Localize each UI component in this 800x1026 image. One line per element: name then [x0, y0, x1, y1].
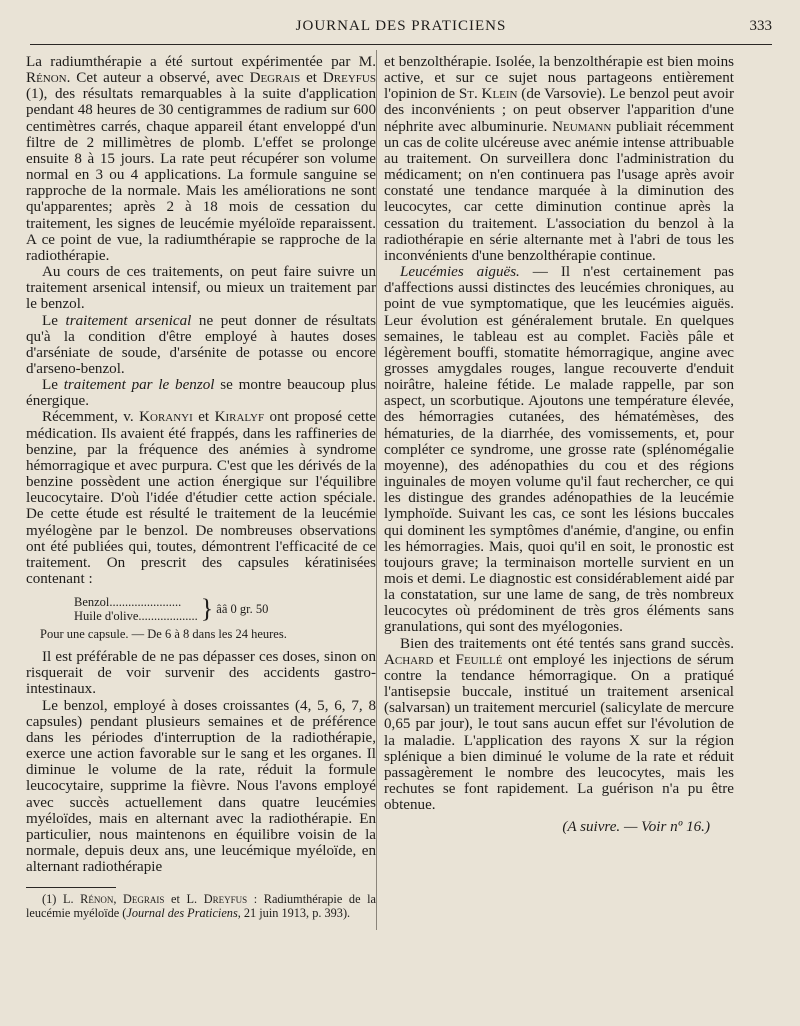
to-be-continued: (A suivre. — Voir nº 16.)	[562, 819, 710, 836]
formula-ingredient: Huile d'olive...................	[74, 609, 198, 624]
paragraph-traitement-benzol: Le traitement par le benzol se montre beaucoup plus énergique.	[26, 377, 376, 410]
left-column	[26, 54, 376, 920]
paragraph-benzol-croissant: Le benzol, employé à doses croissantes (4, 5, 6, 7, 8 capsules) pendant plusieurs semaines et de préférence dans les périodes d'interruption de la radiothérapie, exerce une action favorable sur le sang et les organes. Il diminue le volume de la rate, réduit la formule leucocytaire, supprime la fièvre. Nous l'avons employé avec succès actuellement dans quatre leucémies myéloïdes, mais en alternant avec la radiothérapie. En particulier, nous maintenons en équilibre voisin de la normale, depuis deux ans, une leucémique myéloïde, en alternant radiothérapie	[26, 697, 376, 876]
author-name: St. Klein	[458, 86, 518, 103]
column-divider	[376, 50, 377, 930]
paragraph-traitements-tentes: Bien des traitements ont été tentés sans grand succès. Achard et Feuillé ont employé les injections de sérum contre la tendance hémorragique. On a pratiqué l'antisepsie buccale, institué un traitement arsenical (salvarsan) un traitement mercuriel (salicylate de mercure 0,65 par jour), le tout sans aucun effet sur l'évolution de la maladie. L'application des rayons X sur la région splénique a bien diminué le volume de la rate et réduit passagèrement le nombre des leucocytes, mais les rechutes se font rapidement. La guérison n'a pu être obtenue.	[384, 635, 734, 814]
paragraph-suite-traitement: Au cours de ces traitements, on peut faire suivre un traitement arsenical intensif, ou mieux un traitement par le benzol.	[26, 264, 376, 313]
author-name: Degrais	[249, 70, 301, 87]
running-header	[30, 16, 772, 40]
author-name: Koranyi	[139, 409, 193, 426]
section-heading: Leucémies aiguës.	[400, 264, 520, 281]
header-rule	[30, 44, 772, 45]
page-number: 333	[749, 18, 772, 34]
journal-title: JOURNAL DES PRATICIENS	[295, 18, 507, 34]
author-name: Kiralyf	[214, 409, 265, 426]
author-name: Feuillé	[455, 651, 503, 668]
brace-symbol: }	[200, 594, 214, 624]
paragraph-leucemies-aigues: Leucémies aiguës. — Il n'est certainement pas d'affections aussi distinctes des leucémies chroniques, au point de vue symptomatique, que les leucémies aiguës. Leur évolution est généralement brutale. En quelques semaines, le tableau est au complet. Faciès pâle et légèrement bouffi, stomatite hémorragique, angine avec grosses amygdales rouges, langue recouverte d'enduit noirâtre, haleine fétide. Le malade rappelle, par son aspect, un scorbutique. Ajoutons une température élevée, des hémorragies cutanées, des hématémèses, des hématuries, de la diarrhée, des vomissements, et, pour compléter ce syndrome, une grosse rate (splénomégalie moyenne), des adénopathies du cou et des régions inguinales de moyen volume qu'il faut rechercher, ce qui les distingue des grandes adénopathies de la leucémie lymphoïde. Suivant les cas, ce sont les lésions buccales qui dominent les symptômes d'anémie, d'angine, ou enfin les hémorragies. Mais, quoi qu'il en soit, le pronostic est toujours grave; la terminaison mortelle survient en un mois et demi. Le diagnostic est considérablement aidé par la constatation, sur une lame de sang, de très nombreux leucocytes où prédominent de très gros éléments sans granulations, qui sont des myélogonies.	[384, 264, 734, 636]
paragraph-radiumtherapie: La radiumthérapie a été surtout expérimentée par M. Rénon. Cet auteur a observé, avec Degrais et Dreyfus (1), des résultats remarquables à la suite d'application pendant 48 heures de 30 centigrammes de radium sur 600 centimètres carrés, chaque appareil étant enveloppé d'un filtre de 2 millimètres de plomb. L'effet se prolonge ensuite 8 à 15 jours. La rate peut récupérer son volume normal en 3 ou 4 applications. La formule sanguine se rapproche de la normale. Mais les améliorations ne sont qu'apparentes; après 2 à 18 mois de cessation du traitement, les signes de leucémie myéloïde reparaissent. A ce point de vue, la radiumthérapie se rapproche de la radiothérapie.	[26, 54, 376, 264]
paragraph-benzoltherapie: et benzolthérapie. Isolée, la benzolthérapie est bien moins active, et sur ce sujet nous partageons entièrement l'opinion de St. Klein (de Varsovie). Le benzol peut avoir des inconvénients ; on peut observer l'apparition d'une néphrite avec albuminurie. Neumann publiait récemment un cas de colite ulcéreuse avec anémie intense attribuable au traitement. On surveillera donc l'administration du médicament; on n'en continuera pas l'usage après avoir constaté une tendance marquée à la diminution des leucocytes, car cette diminution continue après la cessation du traitement. L'association du benzol à la radiothérapie en série alternante met à l'abri de tous les inconvénients d'une benzolthérapie continue.	[384, 54, 735, 264]
formula-posology: Pour une capsule. — De 6 à 8 dans les 24 heures.	[40, 627, 287, 642]
right-column	[384, 54, 734, 836]
paragraph-doses: Il est préférable de ne pas dépasser ces doses, sinon on risquerait de voir survenir des accidents gastro-intestinaux.	[26, 649, 376, 698]
author-name: Achard	[384, 651, 434, 668]
formula-ingredient: Benzol.......................	[74, 595, 182, 610]
paragraph-koranyi: Récemment, v. Koranyi et Kiralyf ont proposé cette médication. Ils avaient été frappés, dans les raffineries de benzine, par la fréquence des anémies à syndrome hémorragique et avec purpura. C'est que les dérivés de la benzine possèdent une action énergique sur l'équilibre leucocytaire. D'où l'idée d'étudier cette action spéciale. De cette étude est résulté le traitement de la leucémie myélogène par le benzol. De nombreuses observations ont été publiées qui, toutes, démontrent l'efficacité de ce traitement. On prescrit des capsules kératinisées contenant :	[26, 409, 376, 587]
footnote-rule	[26, 887, 116, 888]
paragraph-traitement-arsenical: Le traitement arsenical ne peut donner de résultats qu'à la condition d'être employé à hautes doses d'arséniate de soude, d'arsénite de potasse ou encore d'arseno-benzol.	[26, 312, 376, 377]
author-name: Dreyfus	[322, 70, 376, 87]
formula-dose: ââ 0 gr. 50	[216, 602, 269, 617]
author-name: Neumann	[552, 118, 612, 135]
footnote: (1) L. Rénon, Degrais et L. Dreyfus : Radiumthérapie de la leucémie myéloïde (Journal des Praticiens, 21 juin 1913, p. 393).	[26, 892, 377, 921]
author-name: Rénon	[26, 70, 67, 87]
prescription-formula	[74, 595, 376, 623]
